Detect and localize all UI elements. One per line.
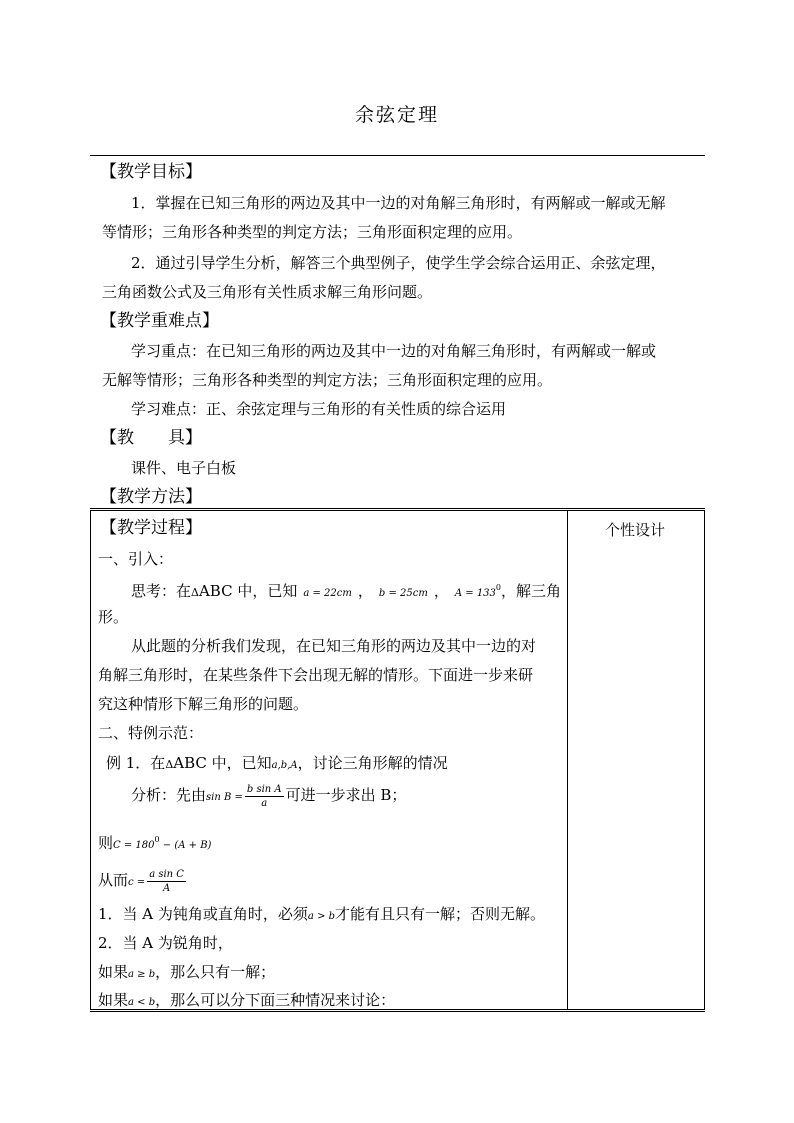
intro-heading: 一、引入： — [98, 550, 174, 568]
side-column-heading: 个性设计 — [605, 521, 666, 539]
key-points-text: 无解等情形；三角形各种类型的判定方法；三角形面积定理的应用。 — [102, 371, 553, 389]
think-question: 思考：在ΔABC 中，已知 a = 22cm ， b = 25cm ， $A = 133^0$，解三角 — [131, 582, 562, 600]
process-heading: 【教学过程】 — [100, 518, 202, 538]
key-points-text: 学习重点：在已知三角形的两边及其中一边的对角解三角形时，有两解或一解或 — [131, 342, 657, 360]
think-question: 形。 — [98, 608, 129, 626]
objectives-text: 三角函数公式及三角形有关性质求解三角形问题。 — [102, 283, 433, 301]
key-points-heading: 【教学重难点】 — [100, 311, 219, 331]
page-title: 余弦定理 — [354, 104, 439, 126]
analysis-formula: 分析：先由sin B = $\frac{\text{b sin A}}{a}$ 可进一步求出 B； — [131, 783, 407, 809]
tools-text: 课件、电子白板 — [131, 459, 237, 477]
top-rule — [90, 155, 705, 156]
objectives-text: 2．通过引导学生分析，解答三个典型例子，使学生学会综合运用正、余弦定理， — [131, 254, 666, 272]
angle-c-formula: 则$C = 180^0 - (A + B)$ — [98, 834, 212, 852]
key-points-text: 学习难点：正、余弦定理与三角形的有关性质的综合运用 — [131, 400, 507, 418]
objectives-text: 等情形；三角形各种类型的判定方法；三角形面积定理的应用。 — [102, 223, 523, 241]
case-2-if-1: 如果a ≥ b，那么只有一解； — [98, 963, 276, 981]
objectives-heading: 【教学目标】 — [100, 162, 202, 182]
analysis-text: 角解三角形时，在某些条件下会出现无解的情形。下面进一步来研 — [98, 666, 534, 684]
table-top-rule — [90, 508, 705, 511]
objectives-text: 1．掌握在已知三角形的两边及其中一边的对角解三角形时，有两解或一解或无解 — [131, 194, 666, 212]
analysis-text: 从此题的分析我们发现，在已知三角形的两边及其中一边的对 — [131, 637, 537, 655]
case-2-if-2: 如果a < b，那么可以分下面三种情况来讨论： — [98, 991, 396, 1009]
case-1: 1．当 A 为钝角或直角时，必须a > b才能有且只有一解；否则无解。 — [98, 905, 546, 923]
tools-heading: 【教 具】 — [100, 428, 202, 448]
analysis-text: 究这种情形下解三角形的问题。 — [98, 695, 309, 713]
example-1: 例 1．在ΔABC 中，已知a,b,A，讨论三角形解的情况 — [106, 754, 448, 772]
table-left-border — [90, 511, 91, 1009]
side-c-formula: 从而c = $\frac{\text{a sin C}}{A}$ — [98, 868, 184, 894]
table-column-divider — [567, 511, 568, 1009]
methods-heading: 【教学方法】 — [100, 487, 202, 507]
case-2: 2．当 A 为锐角时， — [98, 934, 233, 952]
table-right-border — [704, 511, 705, 1009]
example-heading: 二、特例示范： — [98, 724, 204, 742]
